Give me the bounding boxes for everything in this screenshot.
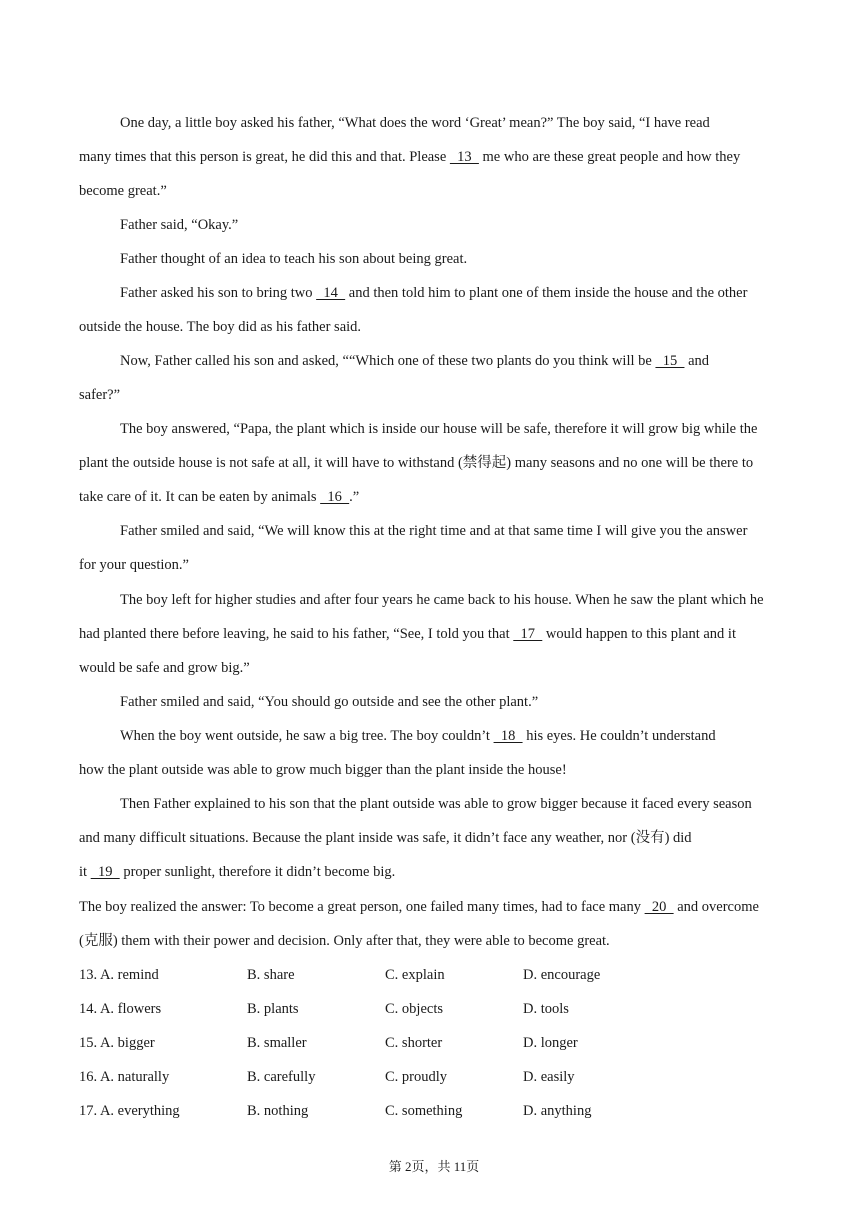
blank-16: 16 [320,489,350,505]
passage-line: The boy answered, “Papa, the plant which is inside our house will be safe, therefore it will grow big while the [120,421,758,437]
page-footer: 第 2页，共 11页 [388,1159,480,1174]
blank-14: 14 [316,285,346,301]
option-c: C. objects [385,1001,443,1017]
option-d: D. encourage [523,967,601,983]
option-d: D. tools [523,1001,569,1017]
passage-line: become great.” [79,183,167,199]
passage-text: his eyes. He couldn’t understand [522,728,716,744]
option-b: B. nothing [247,1103,309,1119]
blank-15: 15 [655,353,685,369]
option-b: B. carefully [247,1069,316,1085]
passage-text: me who are these great people and how they [478,149,741,165]
passage-line: Then Father explained to his son that the plant outside was able to grow bigger because it faced every season [120,796,752,812]
passage-line: (克服) them with their power and decision. Only after that, they were able to become great. [79,933,610,949]
passage-text: and overcome [673,899,759,915]
option-d: D. anything [523,1103,592,1119]
option-c: C. proudly [385,1069,448,1085]
passage-line [120,351,709,371]
blank-19: 19 [90,864,120,880]
question-13-options [79,965,699,985]
passage-text: The boy realized the answer: To become a great person, one failed many times, had to face many [79,899,645,915]
passage-line [120,283,747,303]
question-17-options [79,1101,699,1121]
passage-text: When the boy went outside, he saw a big tree. The boy couldn’t [120,728,494,744]
passage-line [120,726,716,746]
passage-line: Father thought of an idea to teach his son about being great. [120,251,468,267]
passage-line: Father said, “Okay.” [120,217,239,233]
blank-13: 13 [449,149,479,165]
passage-line [79,147,740,167]
passage-line: for your question.” [79,557,189,573]
passage-line [79,624,736,644]
passage-line [79,897,759,917]
question-14-options [79,999,699,1019]
option-b: B. share [247,967,295,983]
option-a: 16. A. naturally [79,1069,170,1085]
blank-18: 18 [493,728,523,744]
option-c: C. shorter [385,1035,443,1051]
passage-line: how the plant outside was able to grow much bigger than the plant inside the house! [79,762,567,778]
question-15-options [79,1033,699,1053]
blank-17: 17 [513,626,543,642]
blank-20: 20 [644,899,674,915]
option-d: D. easily [523,1069,575,1085]
passage-text: and [684,353,710,369]
option-b: B. plants [247,1001,299,1017]
passage-text: it [79,864,91,880]
passage-text: .” [349,489,360,505]
passage-text: would happen to this plant and it [542,626,736,642]
option-d: D. longer [523,1035,578,1051]
option-a: 17. A. everything [79,1103,180,1119]
passage-line: Father smiled and said, “We will know this at the right time and at that same time I will give you the answer [120,523,748,539]
passage-line: One day, a little boy asked his father, “What does the word ‘Great’ mean?” The boy said, “I have read [120,115,710,131]
passage-text: Father asked his son to bring two [120,285,317,301]
passage-text: Now, Father called his son and asked, ““Which one of these two plants do you think will be [120,353,656,369]
passage-line: would be safe and grow big.” [79,660,250,676]
passage-text: and then told him to plant one of them inside the house and the other [345,285,748,301]
passage-text: proper sunlight, therefore it didn’t become big. [119,864,396,880]
passage-text: take care of it. It can be eaten by animals [79,489,321,505]
passage-text: many times that this person is great, he did this and that. Please [79,149,450,165]
option-c: C. something [385,1103,463,1119]
passage-line: plant the outside house is not safe at all, it will have to withstand (禁得起) many seasons and no one will be there to [79,455,754,471]
passage-line: safer?” [79,387,121,403]
passage-line [79,487,359,507]
option-a: 15. A. bigger [79,1035,155,1051]
passage-line: and many difficult situations. Because the plant inside was safe, it didn’t face any weather, nor (没有) did [79,830,692,846]
passage-line [79,862,395,882]
question-16-options [79,1067,699,1087]
option-a: 13. A. remind [79,967,159,983]
option-c: C. explain [385,967,445,983]
option-b: B. smaller [247,1035,307,1051]
option-a: 14. A. flowers [79,1001,162,1017]
passage-line: Father smiled and said, “You should go outside and see the other plant.” [120,694,539,710]
passage-text: had planted there before leaving, he said to his father, “See, I told you that [79,626,514,642]
passage-line: The boy left for higher studies and after four years he came back to his house. When he saw the plant which he [120,592,764,608]
passage-line: outside the house. The boy did as his father said. [79,319,362,335]
